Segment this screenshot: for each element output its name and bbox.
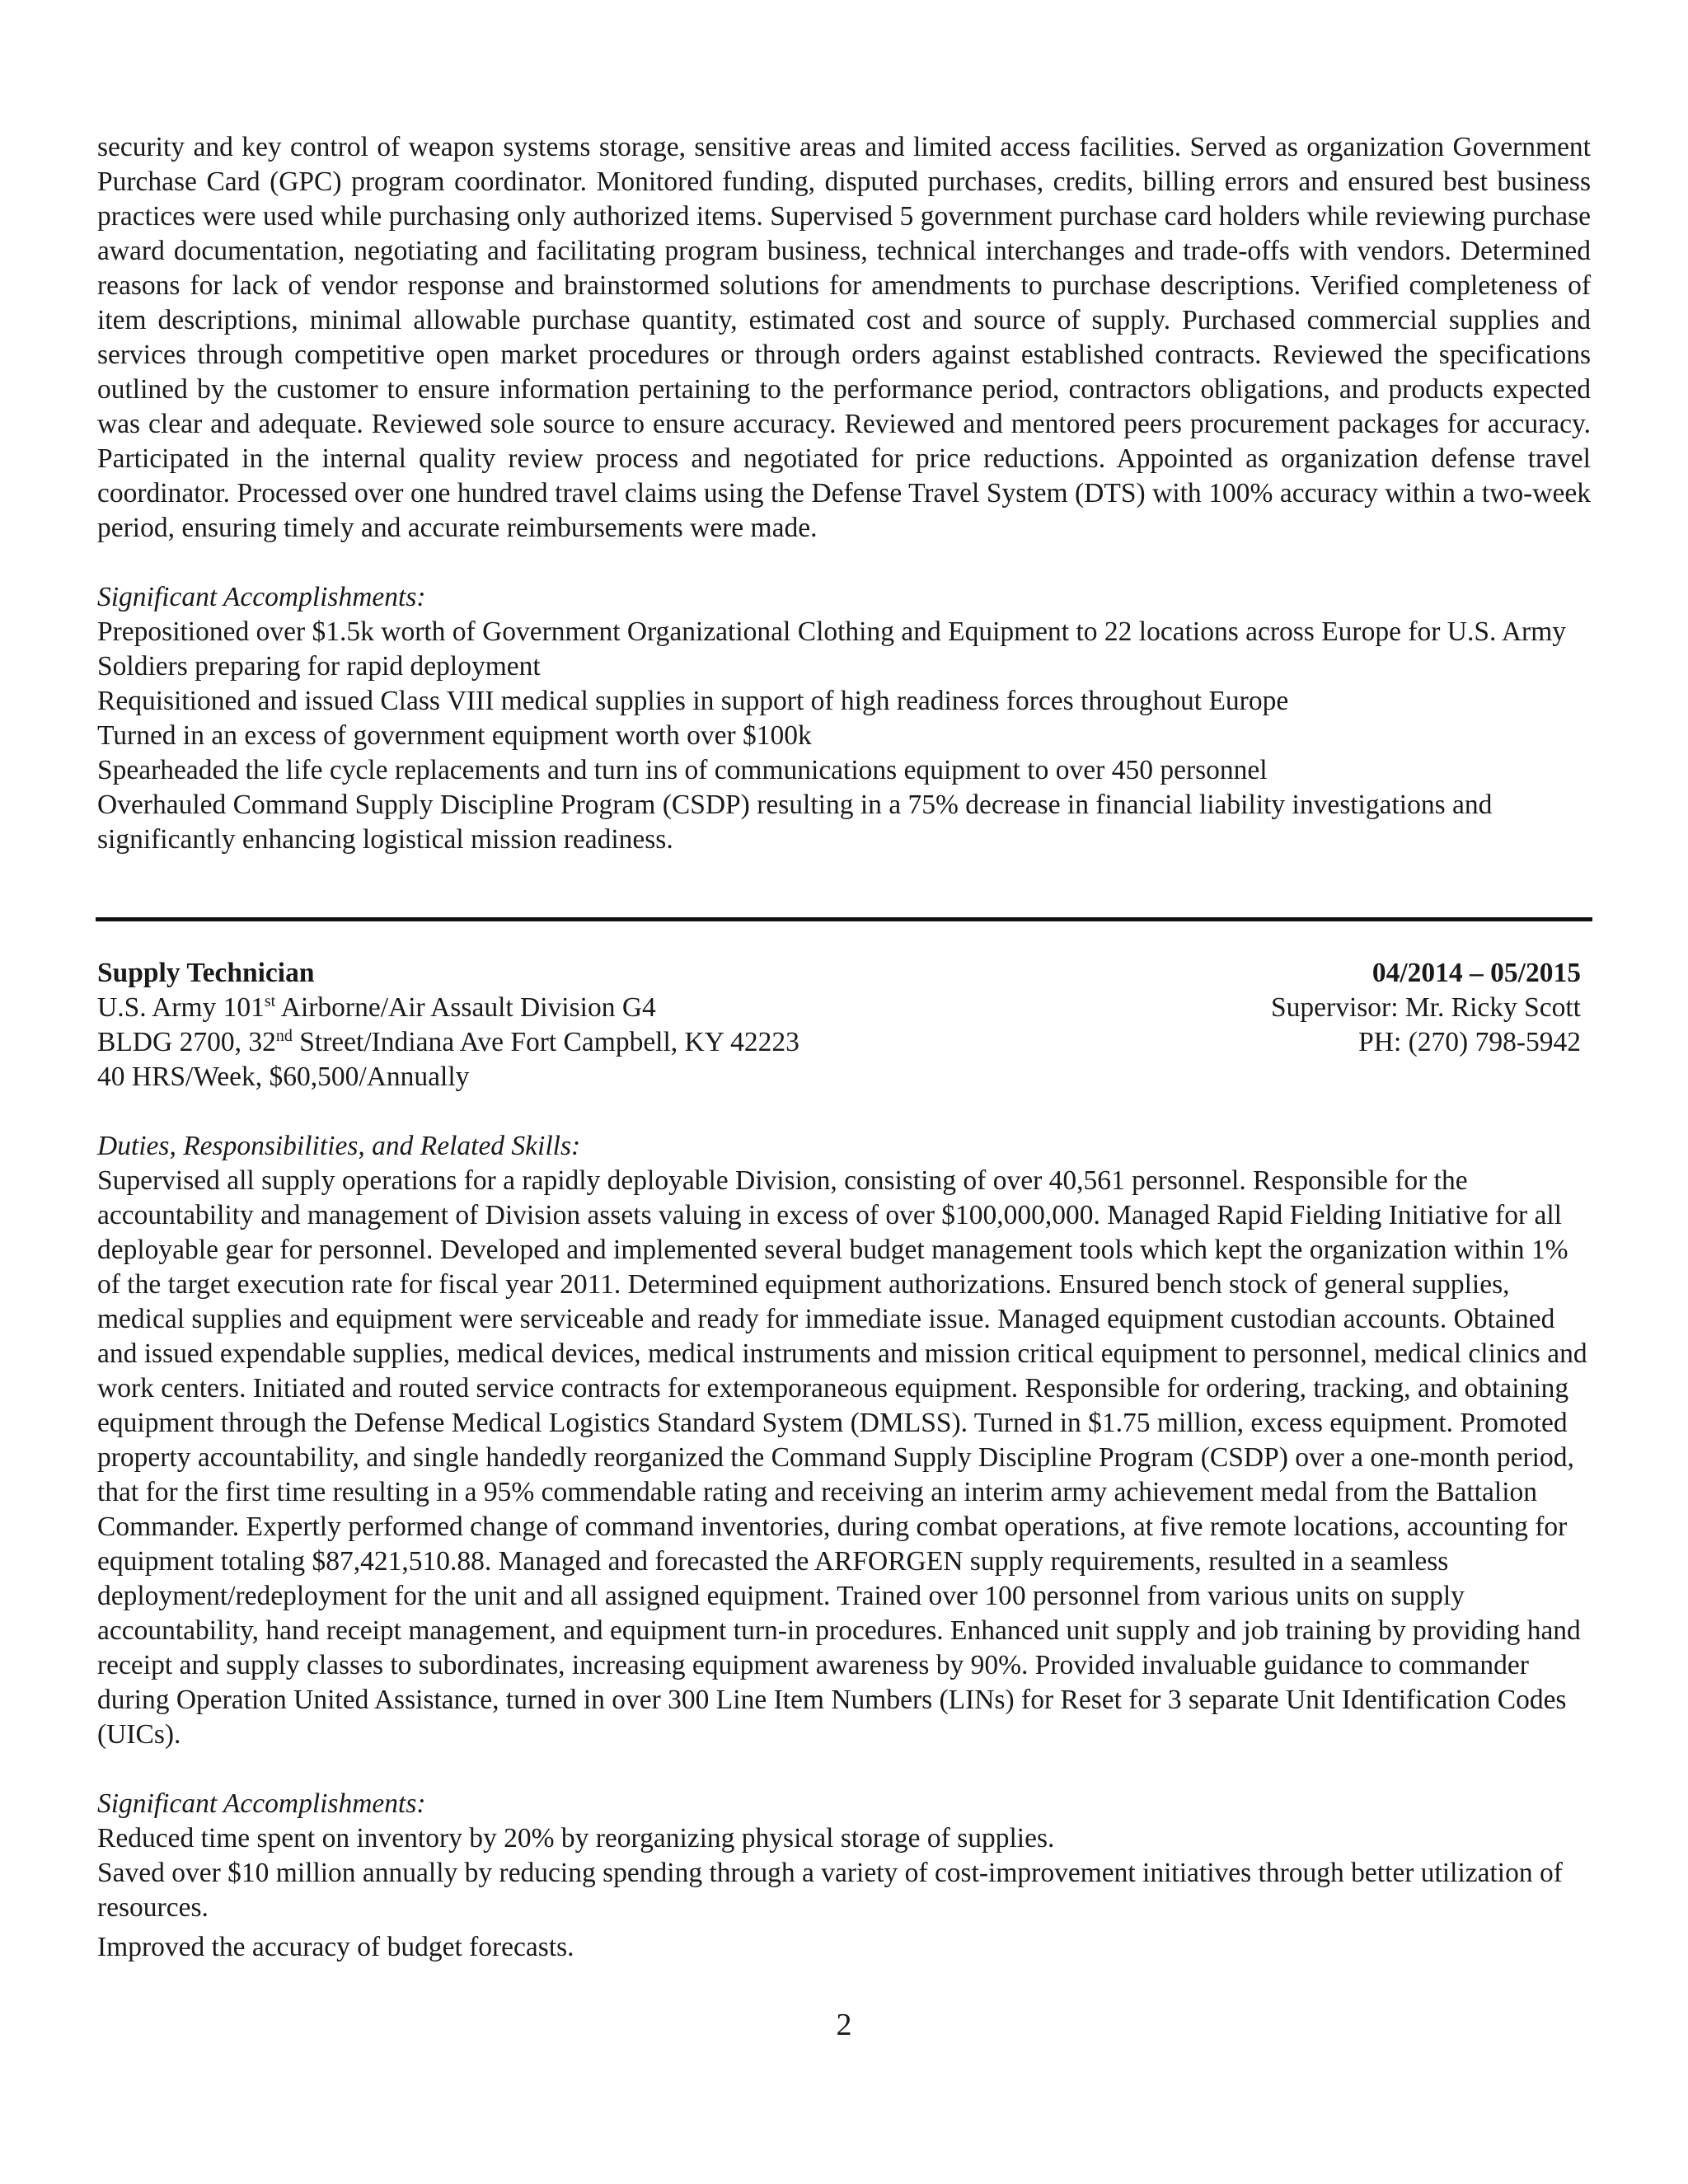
spacer <box>97 546 1591 580</box>
job-employer <box>97 991 656 1025</box>
job-body <box>97 1129 1591 1965</box>
prior-job-duties: security and key control of weapon systems storage, sensitive areas and limited access facilities. Served as organization Government Purchase Card (GPC) program coordinator. Monitored funding, disputed purchases, credits, billing errors and ensured best business practices were used while purchasing only authorized items. Supervised 5 government purchase card holders while reviewing purchase award documentation, negotiating and facilitating program business, technical interchanges and trade-offs with vendors. Determined reasons for lack of vendor response and brainstormed solutions for amendments to purchase descriptions. Verified completeness of item descriptions, minimal allowable purchase quantity, estimated cost and source of supply. Purchased commercial supplies and services through competitive open market procedures or through orders against established contracts. Reviewed the specifications outlined by the customer to ensure information pertaining to the performance period, contractors obligations, and products expected was clear and adequate. Reviewed sole source to ensure accuracy. Reviewed and mentored peers procurement packages for accuracy. Participated in the internal quality review process and negotiated for price reductions. Appointed as organization defense travel coordinator. Processed over one hundred travel claims using the Defense Travel System (DTS) with 100% accuracy within a two-week period, ensuring timely and accurate reimbursements were made. <box>97 132 1591 543</box>
accomplishments-heading: Significant Accomplishments: <box>97 1788 426 1819</box>
accomplishment-item: Improved the accuracy of budget forecasts. <box>97 1932 574 1962</box>
job-address <box>97 1025 799 1060</box>
address-superscript: nd <box>275 1027 293 1045</box>
job-employer-row <box>97 991 1581 1025</box>
employer-text: Airborne/Air Assault Division G4 <box>275 992 656 1023</box>
page-number: 2 <box>836 2008 852 2042</box>
job-hours-row <box>97 1060 1581 1094</box>
job-duties: Supervised all supply operations for a rapidly deployable Division, consisting of over 40,561 personnel. Responsible for the accountability and management of Division assets valuing in excess of over $100,000,000. Managed Rapid Fielding Initiative for all deployable gear for personnel. Developed and implemented several budget management tools which kept the organization within 1% of the target execution rate for fiscal year 2011. Determined equipment authorizations. Ensured bench stock of general supplies, medical supplies and equipment were serviceable and ready for immediate issue. Managed equipment custodian accounts. Obtained and issued expendable supplies, medical devices, medical instruments and mission critical equipment to personnel, medical clinics and work centers. Initiated and routed service contracts for extemporaneous equipment. Responsible for ordering, tracking, and obtaining equipment through the Defense Medical Logistics Standard System (DMLSS). Turned in $1.75 million, excess equipment. Promoted property accountability, and single handedly reorganized the Command Supply Discipline Program (CSDP) over a one-month period, that for the first time resulting in a 95% commendable rating and receiving an interim army achievement medal from the Battalion Commander. Expertly performed change of command inventories, during combat operations, at five remote locations, accounting for equipment totaling $87,421,510.88. Managed and forecasted the ARFORGEN supply requirements, resulted in a seamless deployment/redeployment for the unit and all assigned equipment. Trained over 100 personnel from various units on supply accountability, hand receipt management, and equipment turn-in procedures. Enhanced unit supply and job training by providing hand receipt and supply classes to subordinates, increasing equipment awareness by 90%. Provided invaluable guidance to commander during Operation United Assistance, turned in over 300 Line Item Numbers (LINs) for Reset for 3 separate Unit Identification Codes (UICs). <box>97 1165 1587 1750</box>
job-hours-salary: 40 HRS/Week, $60,500/Annually <box>97 1062 470 1092</box>
prior-accomplishment-item: Overhauled Command Supply Discipline Program (CSDP) resulting in a 75% decrease in financial liability investigations and significantly enhancing logistical mission readiness. <box>97 790 1493 855</box>
job-phone: PH: (270) 798-5942 <box>1358 1027 1581 1057</box>
address-text: Street/Indiana Ave Fort Campbell, KY 42223 <box>292 1027 799 1057</box>
job-title-row <box>97 956 1581 991</box>
job-dates: 04/2014 – 05/2015 <box>1372 958 1581 988</box>
job-header <box>97 956 1581 1094</box>
prior-accomplishment-item: Spearheaded the life cycle replacements and turn ins of communications equipment to over 450 personnel <box>97 755 1268 785</box>
duties-heading: Duties, Responsibilities, and Related Skills: <box>97 1131 581 1161</box>
prior-job-section <box>97 130 1591 857</box>
job-title: Supply Technician <box>97 958 315 988</box>
accomplishment-item: Reduced time spent on inventory by 20% by reorganizing physical storage of supplies. <box>97 1823 1055 1854</box>
accomplishment-item: Saved over $10 million annually by reducing spending through a variety of cost-improvement initiatives through better utilization of resources. <box>97 1858 1563 1923</box>
prior-accomplishment-item: Turned in an excess of government equipment worth over $100k <box>97 720 812 751</box>
prior-accomplishments-heading: Significant Accomplishments: <box>97 582 426 612</box>
job-address-row <box>97 1025 1581 1060</box>
job-supervisor: Supervisor: Mr. Ricky Scott <box>1271 992 1581 1023</box>
section-divider <box>96 917 1592 921</box>
address-text: BLDG 2700, 32 <box>97 1027 276 1057</box>
spacer <box>97 1752 1591 1787</box>
employer-superscript: st <box>264 992 276 1010</box>
prior-accomplishment-item: Requisitioned and issued Class VIII medical supplies in support of high readiness forces throughout Europe <box>97 686 1289 716</box>
prior-accomplishment-item: Prepositioned over $1.5k worth of Government Organizational Clothing and Equipment to 22 locations across Europe for U.S. Army Soldiers preparing for rapid deployment <box>97 616 1567 682</box>
employer-text: U.S. Army 101 <box>97 992 265 1023</box>
